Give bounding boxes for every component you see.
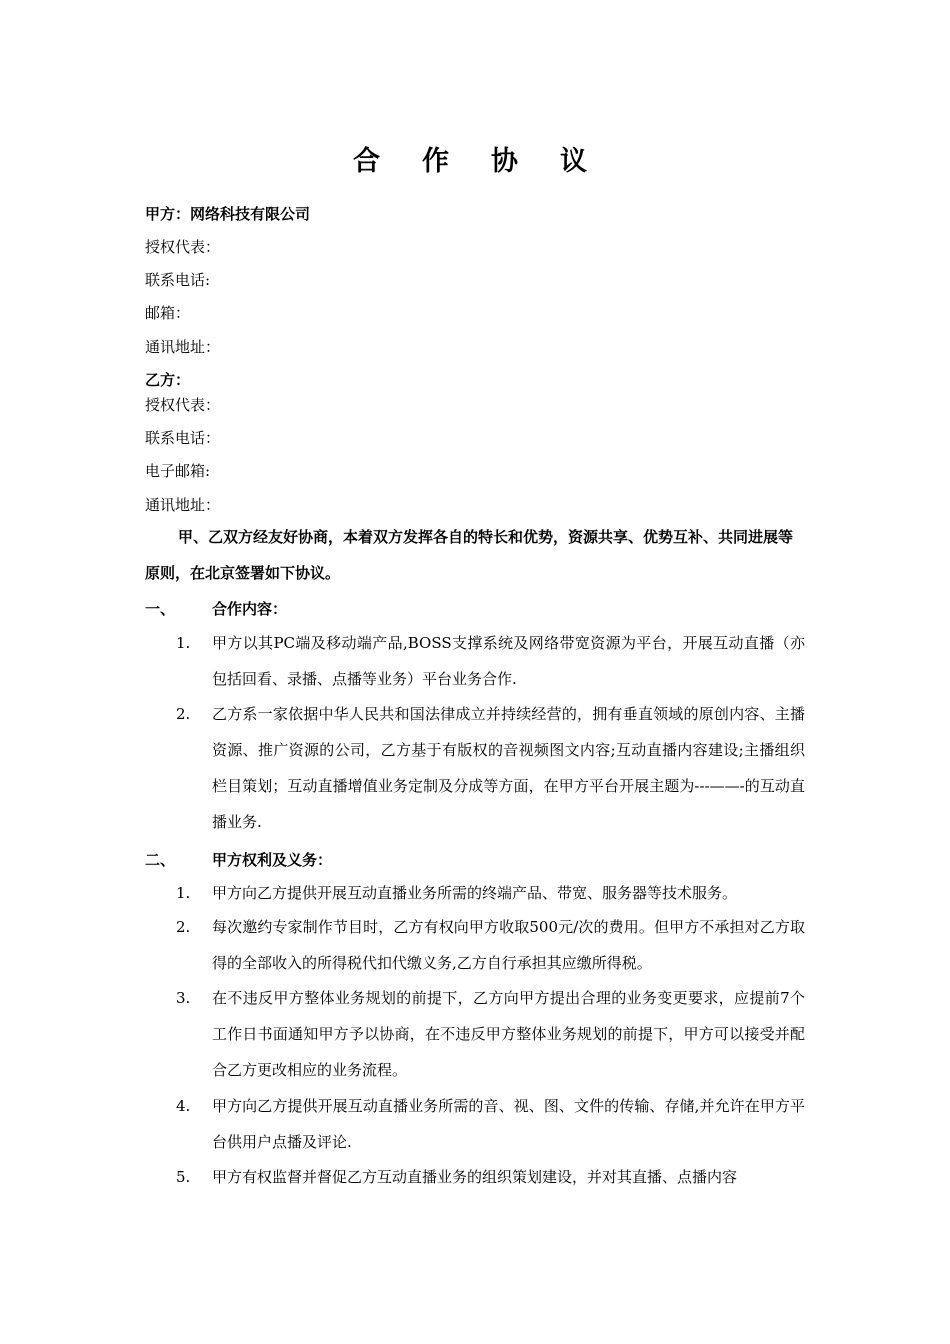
title-char: 协 — [491, 146, 528, 177]
document-title — [0, 142, 950, 182]
party-a-email: 邮箱： — [145, 304, 191, 322]
section-title: 合作内容： — [212, 600, 288, 618]
party-b-rep: 授权代表： — [145, 396, 221, 414]
item-number: 5. — [176, 1168, 191, 1186]
title-char: 议 — [560, 146, 597, 177]
section-number: 二、 — [145, 851, 176, 869]
item-number: 4. — [176, 1097, 191, 1115]
item-text: 甲方向乙方提供开展互动直播业务所需的终端产品、带宽、服务器等技术服务。 — [212, 884, 738, 902]
party-a-address: 通讯地址： — [145, 338, 221, 356]
item-number: 2. — [176, 918, 191, 936]
item-text: 甲方以其PC端及移动端产品,BOSS支撑系统及网络带宽资源为平台，开展互动直播（亦包括回看、录播、点播等业务）平台业务合作. — [212, 634, 805, 688]
item-number: 1. — [176, 634, 191, 652]
intro-text: 甲、乙双方经友好协商，本着双方发挥各自的特长和优势，资源共享、优势互补、共同进展等原则，在北京签署如下协议。 — [145, 528, 794, 582]
item-number: 1. — [176, 884, 191, 902]
party-a-heading: 甲方：网络科技有限公司 — [145, 205, 311, 223]
title-char: 合 — [353, 146, 390, 177]
item-number: 3. — [176, 989, 191, 1007]
party-a-rep: 授权代表： — [145, 238, 221, 256]
party-b-heading: 乙方： — [145, 371, 191, 389]
item-text: 甲方有权监督并督促乙方互动直播业务的组织策划建设，并对其直播、点播内容 — [212, 1168, 738, 1186]
party-a-phone: 联系电话: — [145, 271, 211, 289]
item-number: 2. — [176, 705, 191, 723]
item-text: 在不违反甲方整体业务规划的前提下，乙方向甲方提出合理的业务变更要求，应提前7个工作日书面通知甲方予以协商，在不违反甲方整体业务规划的前提下，甲方可以接受并配合乙方更改相应的业务流程。 — [212, 989, 805, 1079]
party-b-phone: 联系电话： — [145, 429, 221, 447]
section-title: 甲方权利及义务： — [212, 851, 333, 869]
party-b-email: 电子邮箱: — [145, 462, 211, 480]
item-text: 乙方系一家依据中华人民共和国法律成立并持续经营的，拥有垂直领域的原创内容、主播资源、推广资源的公司，乙方基于有版权的音视频图文内容;互动直播内容建设;主播组织栏目策划；互动直播增值业务定制及分成等方面，在甲方平台开展主题为---——-的互动直播业务. — [212, 705, 805, 831]
item-text: 甲方向乙方提供开展互动直播业务所需的音、视、图、文件的传输、存储,并允许在甲方平台供用户点播及评论. — [212, 1097, 805, 1151]
section-number: 一、 — [145, 600, 176, 618]
party-b-address: 通讯地址： — [145, 496, 221, 514]
intro-paragraph — [145, 519, 805, 591]
item-text: 每次邀约专家制作节目时，乙方有权向甲方收取500元/次的费用。但甲方不承担对乙方取得的全部收入的所得税代扣代缴义务,乙方自行承担其应缴所得税。 — [212, 918, 805, 972]
title-char: 作 — [422, 146, 459, 177]
